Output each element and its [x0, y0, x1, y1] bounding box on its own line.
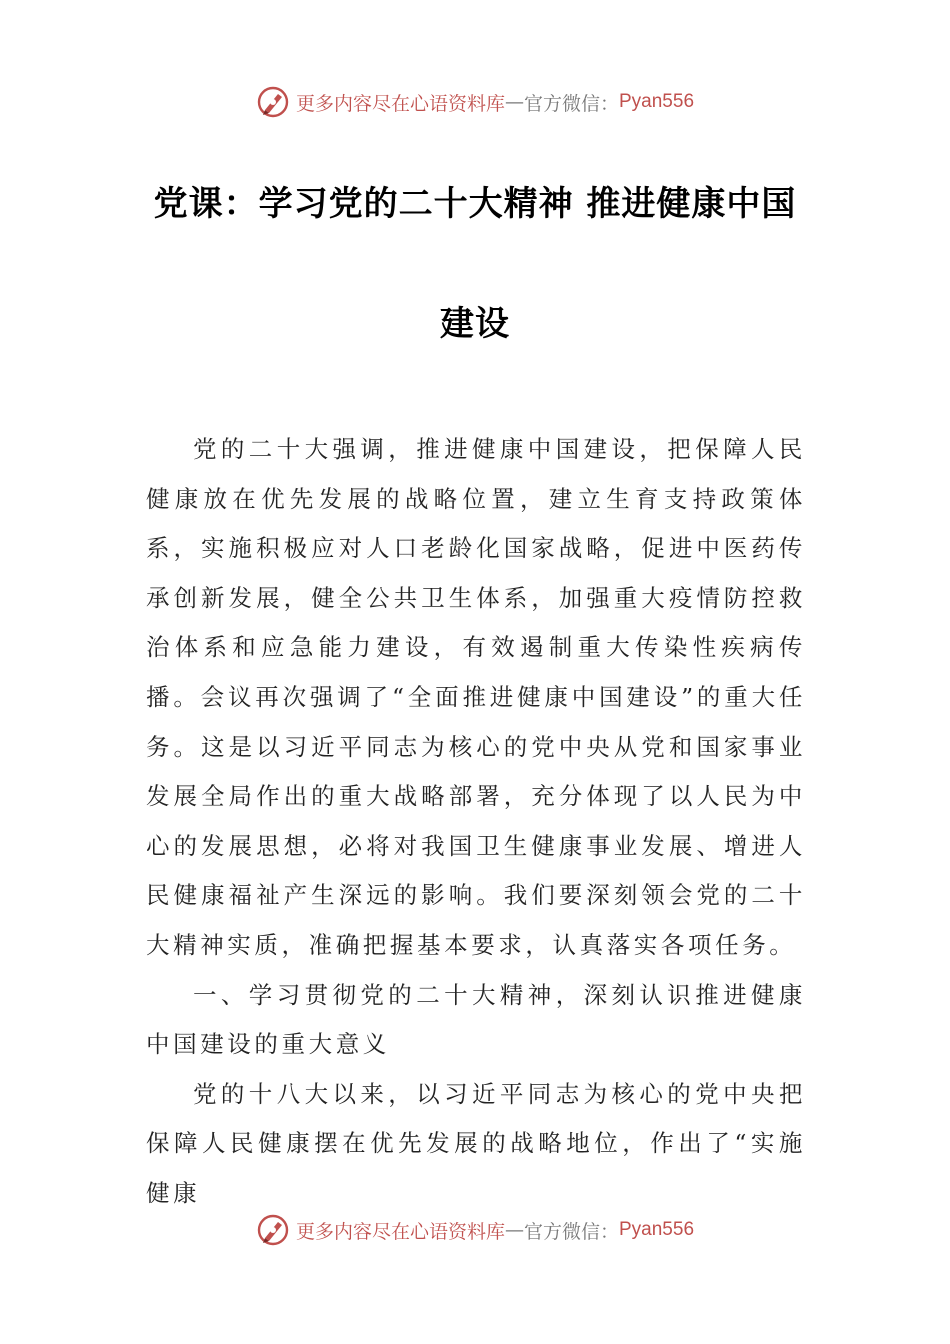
- header-banner: [0, 82, 950, 122]
- pen-logo-icon: [256, 85, 290, 119]
- paragraph-section-1: 党的十八大以来，以习近平同志为核心的党中央把保障人民健康摆在优先发展的战略地位，作出了“实施健康: [146, 1079, 806, 1207]
- document-body: [146, 425, 806, 1219]
- document-title-line-1: 党课：学习党的二十大精神 推进健康中国: [153, 184, 797, 224]
- footer-banner: [0, 1210, 950, 1250]
- banner-wechat-label: 官方微信：: [523, 1220, 619, 1243]
- banner-dash: —: [504, 91, 524, 113]
- paragraph-intro: 党的二十大强调，推进健康中国建设，把保障人民健康放在优先发展的战略位置，建立生育支持政策体系，实施积极应对人口老龄化国家战略，促进中医药传承创新发展，健全公共卫生体系，加强重大疫情防控救治体系和应急能力建设，有效遏制重大传染性疾病传播。会议再次强调了“全面推进健康中国建设”的重大任务。这是以习近平同志为核心的党中央从党和国家事业发展全局作出的重大战略部署，充分体现了以人民为中心的发展思想，必将对我国卫生健康事业发展、增进人民健康福祉产生深远的影响。我们要深刻领会党的二十大精神实质，准确把握基本要求，认真落实各项任务。: [146, 435, 806, 959]
- banner-wechat-id: Pyan556: [619, 91, 695, 112]
- pen-logo-icon: [256, 1213, 290, 1247]
- banner-wechat-label: 官方微信：: [523, 92, 619, 115]
- banner-main-text: 更多内容尽在心语资料库: [295, 92, 505, 115]
- section-heading-1: 一、学习贯彻党的二十大精神，深刻认识推进健康中国建设的重大意义: [146, 980, 806, 1059]
- banner-wechat-id: Pyan556: [619, 1219, 695, 1240]
- banner-dash: —: [504, 1219, 524, 1241]
- document-title-line-2: 建设: [440, 304, 510, 344]
- banner-main-text: 更多内容尽在心语资料库: [295, 1220, 505, 1243]
